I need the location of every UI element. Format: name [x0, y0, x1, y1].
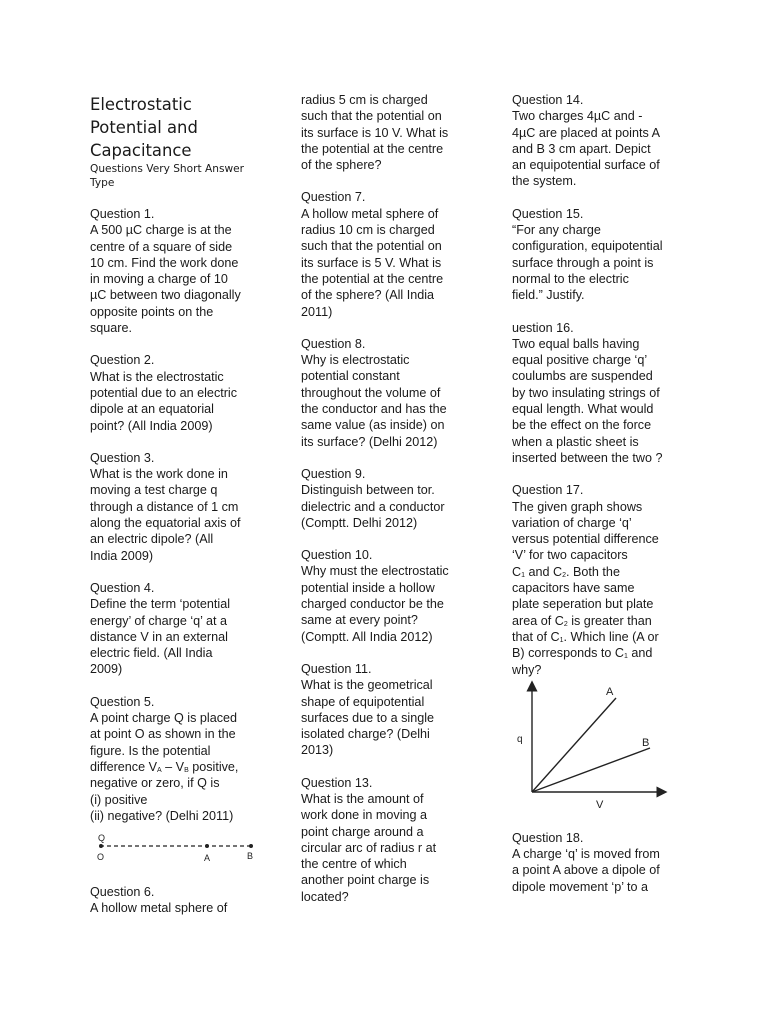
- question-2: [90, 352, 266, 433]
- question-6-continued: [301, 92, 473, 173]
- question-text: What is the geometrical shape of equipotential surfaces due to a single isolated charge? (Delhi 2013): [301, 678, 435, 758]
- question-heading: Question 2.: [90, 353, 155, 368]
- question-text: Two equal balls having equal positive charge ‘q’ coulumbs are suspended by two insulating strings of equal length. What would be the effect on the force when a plastic sheet is inserted between the two ?: [512, 336, 663, 465]
- question-5: [90, 694, 266, 824]
- question-heading: Question 13.: [301, 775, 373, 790]
- q-v-graph-figure: [517, 680, 672, 812]
- question-heading: Question 14.: [512, 93, 584, 107]
- label-v: V: [596, 798, 604, 811]
- question-heading: uestion 16.: [512, 320, 574, 335]
- question-heading: Question 5.: [90, 694, 155, 709]
- page-subtitle: Questions Very Short Answer Type: [90, 163, 245, 189]
- column-3: [512, 92, 682, 911]
- question-heading: Question 10.: [301, 548, 373, 563]
- question-14: [512, 92, 682, 190]
- question-text: Two charges 4µC and - 4µC are placed at points A and B 3 cm apart. Depict an equipotential surface of the system.: [512, 109, 660, 189]
- question-text: Why is electrostatic potential constant throughout the volume of the conductor and has the same value (as inside) on its surface? (Delhi 2012): [301, 353, 447, 449]
- question-7: [301, 189, 473, 319]
- question-heading: Question 17.: [512, 483, 584, 498]
- question-text: Why must the electrostatic potential inside a hollow charged conductor be the same at every point? (Comptt. All India 2012): [301, 564, 449, 644]
- question-text: Distinguish between tor. dielectric and a conductor (Comptt. Delhi 2012): [301, 483, 445, 530]
- column-1: [90, 92, 266, 933]
- label-b: B: [642, 736, 650, 749]
- question-heading: Question 4.: [90, 580, 155, 595]
- question-heading: Question 3.: [90, 450, 155, 465]
- label-a: A: [606, 685, 614, 698]
- question-text: radius 5 cm is charged such that the potential on its surface is 10 V. What is the potential at the centre of the sphere?: [301, 93, 449, 173]
- question-11: [301, 661, 473, 759]
- question-text: A 500 µC charge is at the centre of a square of side 10 cm. Find the work done in moving a charge of 10 µC between two diagonally opposite points on the square.: [90, 223, 241, 336]
- question-text: A hollow metal sphere of radius 10 cm is charged such that the potential on its surface is 5 V. What is the potential at the centre of the sphere? (All India 2011): [301, 206, 444, 319]
- question-heading: Question 18.: [512, 830, 584, 845]
- label-b: B: [247, 851, 254, 862]
- line-b: [532, 748, 650, 792]
- question-13: [301, 775, 473, 905]
- question-17: [512, 482, 682, 678]
- question-9: [301, 466, 473, 531]
- question-16: [512, 320, 682, 467]
- charge-line-figure: [90, 832, 266, 864]
- label-q: q: [517, 733, 523, 745]
- line-a: [532, 698, 616, 792]
- question-text: A charge ‘q’ is moved from a point A above a dipole of dipole movement ‘p’ to a: [512, 847, 660, 894]
- question-text: What is the work done in moving a test charge q through a distance of 1 cm along the equatorial axis of an electric dipole? (All India 2009): [90, 467, 241, 563]
- point-a: [205, 844, 209, 848]
- question-text: The given graph shows variation of charge ‘q’ versus potential difference ‘V’ for two capacitors $C_1$ and $C_2$. Both the capacitors have same plate seperation but plate area of $C_2$ is greater than that of $C_1$. Which line (A or B) corresponds to $C_1$ and why?: [512, 499, 659, 677]
- question-text: What is the amount of work done in moving a point charge around a circular arc of radius r at the centre of which another point charge is located?: [301, 791, 437, 904]
- label-q: Q: [98, 833, 106, 844]
- question-text: A point charge Q is placed at point O as shown in the figure. Is the potential difference $V_A - V_B$ positive, negative or zero, if Q is (i) positive (ii) negative? (Delhi 2011): [90, 711, 239, 823]
- question-18: [512, 830, 682, 895]
- question-text: Define the term ‘potential energy’ of charge ‘q’ at a distance V in an external electric field. (All India 2009): [90, 597, 231, 677]
- question-heading: Question 15.: [512, 206, 584, 221]
- question-heading: Question 7.: [301, 190, 366, 205]
- question-heading: Question 6.: [90, 885, 155, 900]
- question-6: [90, 884, 266, 917]
- question-heading: Question 11.: [301, 661, 372, 676]
- point-o: [99, 844, 103, 848]
- label-a: A: [204, 853, 211, 864]
- question-heading: Question 8.: [301, 336, 366, 351]
- question-15: [512, 206, 682, 304]
- question-heading: Question 1.: [90, 207, 155, 221]
- question-3: [90, 450, 266, 564]
- question-text: A hollow metal sphere of: [90, 901, 228, 916]
- question-8: [301, 336, 473, 450]
- question-text: “For any charge configuration, equipotential surface through a point is normal to the electric field.” Justify.: [512, 223, 663, 303]
- page-title: Electrostatic Potential and Capacitance: [90, 95, 198, 160]
- question-heading: Question 9.: [301, 466, 366, 481]
- point-b: [249, 844, 253, 848]
- column-2: [301, 92, 473, 921]
- question-10: [301, 547, 473, 645]
- question-4: [90, 580, 266, 678]
- question-1: [90, 206, 266, 336]
- label-o: O: [97, 852, 105, 863]
- question-text: What is the electrostatic potential due to an electric dipole at an equatorial point? (All India 2009): [90, 369, 238, 433]
